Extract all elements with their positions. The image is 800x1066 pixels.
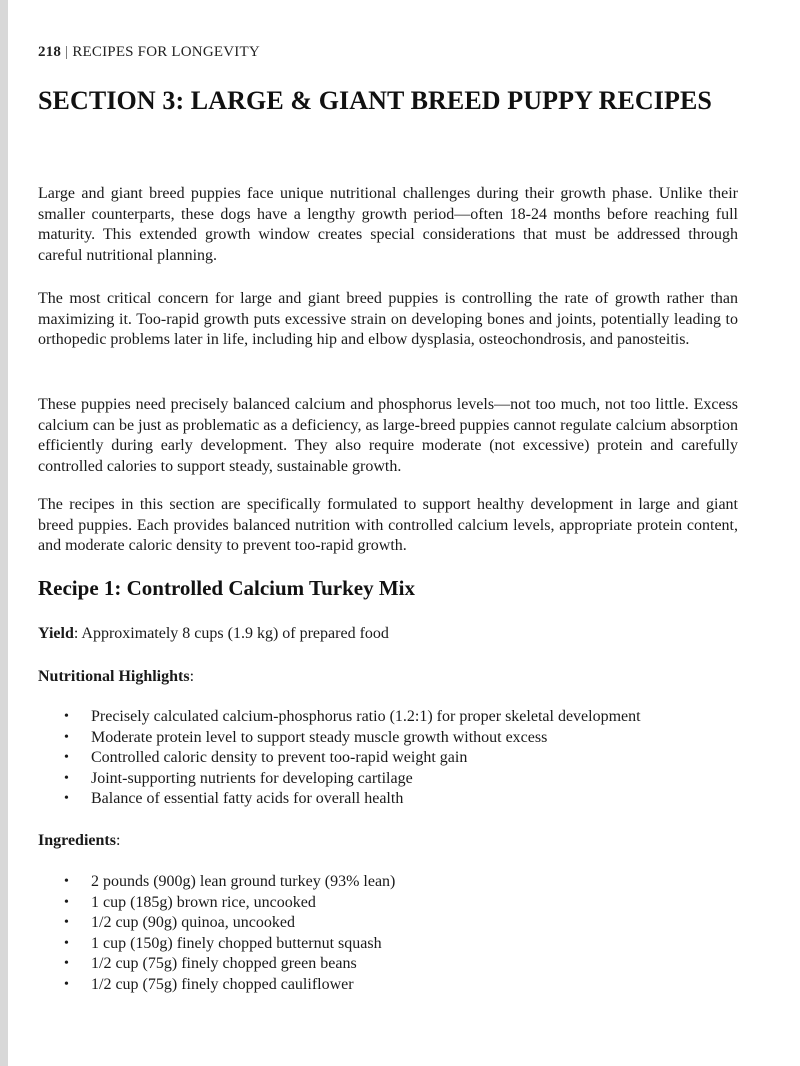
list-item [64, 913, 395, 934]
page-edge-strip [0, 0, 8, 1066]
highlight-text: Controlled caloric density to prevent too-rapid weight gain [91, 749, 468, 766]
list-item [64, 728, 641, 749]
running-head [38, 44, 260, 61]
bullet-icon: • [64, 729, 69, 745]
bullet-icon: • [64, 750, 69, 765]
recipe-title: Recipe 1: Controlled Calcium Turkey Mix [38, 576, 416, 600]
intro-paragraph-1: Large and giant breed puppies face unique nutritional challenges during their growth phase. Unlike their smaller counterparts, these dogs have a lengthy growth period—often 18-24 months before reaching full maturity. This extended growth window creates special considerations that must be addressed through careful nutritional planning. [38, 185, 738, 264]
ingredients-list [64, 872, 395, 995]
highlight-text: Joint-supporting nutrients for developing cartilage [91, 769, 413, 787]
bullet-icon: • [64, 709, 69, 724]
intro-paragraph-2: The most critical concern for large and giant breed puppies is controlling the rate of growth rather than maximizing it. Too-rapid growth puts excessive strain on developing bones and joints, potentially leading to orthopedic problems later in life, including hip and elbow dysplasia, osteochondrosis, and panosteitis. [38, 290, 738, 348]
bullet-icon: • [64, 770, 69, 786]
yield-label: Yield [38, 625, 74, 642]
highlights-heading [38, 668, 194, 686]
header-separator: | [65, 44, 69, 60]
list-item [64, 748, 641, 769]
highlights-list [64, 707, 641, 810]
bullet-icon: • [64, 791, 69, 806]
ingredient-text: 2 pounds (900g) lean ground turkey (93% lean) [91, 873, 396, 890]
intro-paragraph-4: The recipes in this section are specifically formulated to support healthy development in large and giant breed puppies. Each provides balanced nutrition with controlled calcium levels, appropriate protein content, and moderate caloric density to prevent too-rapid growth. [38, 496, 738, 554]
bullet-icon: • [64, 894, 69, 910]
yield-value: : Approximately 8 cups (1.9 kg) of prepared food [73, 625, 389, 642]
ingredient-text: 1/2 cup (90g) quinoa, uncooked [91, 914, 295, 931]
bullet-icon: • [64, 956, 69, 971]
bullet-icon: • [64, 976, 69, 992]
list-item [64, 975, 395, 996]
book-title: RECIPES FOR LONGEVITY [72, 44, 260, 60]
ingredient-text: 1/2 cup (75g) finely chopped cauliflower [91, 975, 354, 993]
highlight-text: Precisely calculated calcium-phosphorus ratio (1.2:1) for proper skeletal development [91, 708, 641, 725]
list-item [64, 789, 641, 810]
bullet-icon: • [64, 874, 69, 889]
ingredient-text: 1/2 cup (75g) finely chopped green beans [91, 955, 357, 972]
bullet-icon: • [64, 915, 69, 930]
ingredient-text: 1 cup (185g) brown rice, uncooked [91, 893, 316, 911]
bullet-icon: • [64, 935, 69, 951]
section-title: SECTION 3: LARGE & GIANT BREED PUPPY RECIPES [38, 86, 712, 115]
intro-paragraph-3: These puppies need precisely balanced calcium and phosphorus levels—not too much, not too little. Excess calcium can be just as problematic as a deficiency, as large-breed puppies cannot regulate calcium absorption efficiently during early development. They also require moderate (not excessive) protein and carefully controlled calories to support steady, sustainable growth. [38, 396, 738, 475]
list-item [64, 769, 641, 790]
highlights-colon: : [189, 668, 195, 685]
ingredients-colon: : [115, 832, 121, 849]
ingredients-heading [38, 832, 120, 850]
highlight-text: Balance of essential fatty acids for overall health [91, 790, 404, 807]
list-item [64, 934, 395, 955]
list-item [64, 954, 395, 975]
highlight-text: Moderate protein level to support steady muscle growth without excess [91, 728, 548, 746]
list-item [64, 872, 395, 893]
list-item [64, 707, 641, 728]
page-number: 218 [38, 44, 62, 60]
ingredient-text: 1 cup (150g) finely chopped butternut squash [91, 934, 382, 952]
list-item [64, 893, 395, 914]
ingredients-label: Ingredients [38, 832, 116, 849]
yield-line [38, 625, 389, 643]
highlights-label: Nutritional Highlights [38, 668, 190, 685]
